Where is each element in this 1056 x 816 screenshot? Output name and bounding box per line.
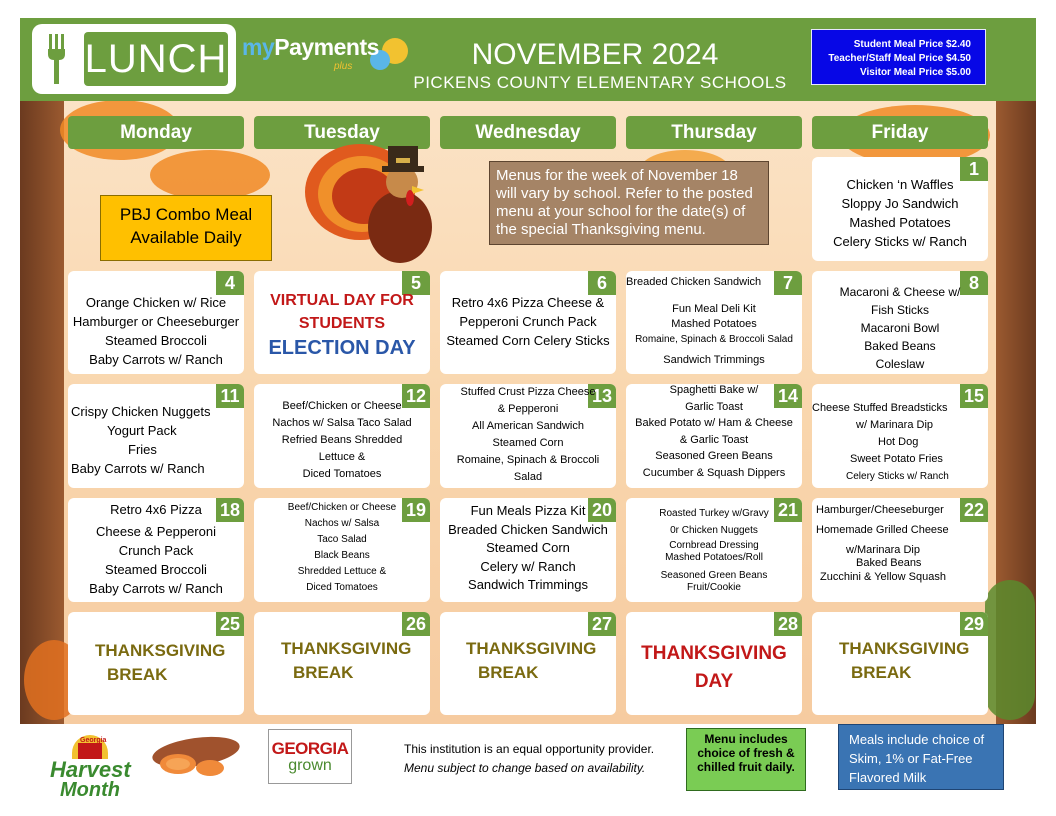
menu-item: Breaded Chicken Sandwich	[448, 521, 608, 537]
visitor-price: Visitor Meal Price $5.00	[860, 67, 971, 78]
menu-item: Zucchini & Yellow Squash	[820, 571, 946, 583]
menu-item: Baked Potato w/ Ham & Cheese	[635, 417, 793, 429]
menu-item: Celery Sticks w/ Ranch	[846, 471, 949, 482]
day-number: 4	[216, 271, 244, 295]
day-number: 15	[960, 384, 988, 408]
menu-items	[626, 506, 802, 594]
lunch-logo-text: LUNCH	[84, 32, 228, 86]
menu-items	[440, 293, 616, 350]
mypayments-plus: plus	[334, 61, 353, 72]
footer-notice	[404, 740, 684, 778]
menu-item: Diced Tomatoes	[306, 582, 378, 593]
menu-items	[812, 637, 988, 685]
menu-item: Pepperoni Crunch Pack	[459, 314, 597, 329]
sweet-potato-icon	[148, 730, 244, 780]
menu-item: Crunch Pack	[118, 543, 194, 558]
menu-items	[626, 384, 802, 481]
menu-item: 0r Chicken Nuggets	[670, 525, 758, 536]
day-cell-8	[812, 271, 988, 374]
menu-item: Fun Meal Deli Kit	[672, 303, 756, 315]
menu-item: Mashed Potatoes	[671, 318, 757, 330]
menu-item: Orange Chicken w/ Rice	[85, 295, 227, 310]
menu-item: Black Beans	[314, 550, 370, 561]
menu-item: Shredded Lettuce &	[297, 566, 387, 577]
cactus-decoration	[985, 580, 1035, 720]
holiday-label: THANKSGIVING	[281, 639, 412, 658]
menu-item: Fun Meals Pizza Kit	[470, 503, 586, 518]
holiday-label: BREAK	[107, 665, 168, 684]
day-cell-21	[626, 498, 802, 602]
menu-item: Nachos w/ Salsa Taco Salad	[272, 417, 412, 429]
menu-item: Baby Carrots w/ Ranch	[89, 581, 223, 596]
menu-item: Hot Dog	[878, 436, 919, 448]
menu-item: Baked Beans	[864, 339, 936, 353]
menu-items	[254, 398, 430, 483]
menu-item: Fries	[128, 442, 157, 457]
tree-trunk-left	[20, 101, 64, 724]
menu-item: Baked Beans	[856, 557, 922, 569]
day-cell-27	[440, 612, 616, 715]
menu-item: Diced Tomatoes	[302, 468, 382, 480]
fruit-info-box: Menu includes choice of fresh & chilled fruit daily.	[686, 728, 806, 791]
menu-items	[812, 502, 988, 585]
day-cell-26	[254, 612, 430, 715]
menu-item: Macaroni & Cheese w/	[839, 285, 961, 299]
day-number: 6	[588, 271, 616, 295]
menu-item: Steamed Broccoli	[105, 562, 207, 577]
menu-item: Breaded Chicken Sandwich	[626, 276, 762, 288]
harvest-word: Harvest	[50, 757, 131, 782]
menu-item: Retro 4x6 Pizza	[110, 502, 202, 517]
menu-item: Refried Beans Shredded	[281, 434, 403, 446]
menu-item: Hamburger/Cheeseburger	[816, 504, 944, 516]
day-cell-12	[254, 384, 430, 488]
day-number: 11	[216, 384, 244, 408]
menu-item: & Pepperoni	[497, 403, 559, 415]
leaf-cluster-decoration	[150, 150, 270, 200]
day-cell-20	[440, 498, 616, 602]
menu-item: Sandwich Trimmings	[663, 354, 765, 366]
menu-item: Cucumber & Squash Dippers	[642, 466, 786, 479]
menu-item: Fish Sticks	[870, 303, 929, 317]
day-cell-22	[812, 498, 988, 602]
menu-item: Roasted Turkey w/Gravy	[659, 508, 769, 519]
menu-item: Mashed Potatoes/Roll	[665, 552, 763, 563]
equal-opportunity-text: This institution is an equal opportunity provider.	[404, 742, 655, 756]
menu-item: Celery Sticks w/ Ranch	[833, 234, 967, 249]
day-number: 1	[960, 157, 988, 181]
pbj-line: PBJ Combo Meal	[119, 205, 253, 224]
day-number: 13	[588, 384, 616, 408]
menu-items	[440, 384, 616, 486]
day-cell-1	[812, 157, 988, 261]
menu-item: Lettuce &	[318, 451, 366, 463]
georgia-grown-word1: GEORGIA	[271, 739, 349, 758]
menu-item: Sandwich Trimmings	[468, 577, 588, 592]
menu-items	[440, 502, 616, 595]
menu-item: Beef/Chicken or Cheese	[282, 400, 402, 412]
milk-info-box: Meals include choice of Skim, 1% or Fat-Free Flavored Milk	[838, 724, 1004, 790]
menu-item: Stuffed Crust Pizza Cheese	[460, 386, 596, 398]
menu-item: Fruit/Cookie	[687, 582, 741, 593]
day-cell-5	[254, 271, 430, 374]
menu-item: Coleslaw	[875, 357, 925, 371]
georgia-grown-logo	[268, 729, 352, 784]
harvest-state: Georgia	[80, 737, 107, 744]
menu-item: Cornbread Dressing	[669, 540, 759, 551]
menu-items	[812, 400, 988, 485]
day-cell-19	[254, 498, 430, 602]
day-cell-28	[626, 612, 802, 715]
meal-price-box	[811, 29, 986, 85]
day-number: 28	[774, 612, 802, 636]
holiday-label: BREAK	[293, 663, 354, 682]
day-number: 8	[960, 271, 988, 295]
day-header-friday: Friday	[812, 116, 988, 149]
day-number: 29	[960, 612, 988, 636]
menu-item: Homemade Grilled Cheese	[816, 524, 949, 536]
day-number: 18	[216, 498, 244, 522]
day-number: 26	[402, 612, 430, 636]
menu-item: Sweet Potato Fries	[850, 453, 943, 465]
menu-item: w/Marinara Dip	[846, 544, 920, 556]
day-number: 12	[402, 384, 430, 408]
day-cell-4	[68, 271, 244, 374]
mypayments-my: my	[242, 34, 275, 60]
fork-icon	[46, 34, 72, 86]
menu-item: Yogurt Pack	[107, 423, 177, 438]
menu-item: Macaroni Bowl	[860, 321, 940, 335]
holiday-label: BREAK	[478, 663, 539, 682]
day-cell-11	[68, 384, 244, 488]
menu-items	[68, 293, 244, 369]
day-number: 27	[588, 612, 616, 636]
menu-item: Seasoned Green Beans	[660, 570, 768, 581]
day-number: 21	[774, 498, 802, 522]
holiday-label: THANKSGIVING	[641, 643, 787, 664]
page-title: NOVEMBER 2024	[471, 38, 719, 71]
lunch-logo	[32, 24, 236, 94]
menu-item: Salad	[513, 471, 543, 483]
virtual-day-label: STUDENTS	[298, 315, 386, 332]
day-cell-13	[440, 384, 616, 488]
mypayments-name: Payments	[274, 34, 379, 60]
menu-item: Steamed Broccoli	[105, 333, 207, 348]
day-number: 7	[774, 271, 802, 295]
day-cell-15	[812, 384, 988, 488]
menu-item: & Garlic Toast	[679, 433, 749, 446]
day-number: 14	[774, 384, 802, 408]
day-cell-7	[626, 271, 802, 374]
holiday-label: THANKSGIVING	[839, 639, 970, 658]
menu-items	[440, 637, 616, 685]
menu-item: Cheese & Pepperoni	[96, 524, 216, 539]
menu-item: All American Sandwich	[472, 420, 584, 432]
menu-items	[68, 639, 244, 687]
day-number: 19	[402, 498, 430, 522]
turkey-icon	[300, 132, 450, 272]
staff-price: Teacher/Staff Meal Price $4.50	[828, 53, 971, 64]
menu-item: Garlic Toast	[685, 400, 743, 413]
day-cell-14	[626, 384, 802, 488]
menu-item: Romaine, Spinach & Broccoli Salad	[635, 334, 793, 345]
menu-item: Steamed Corn Celery Sticks	[446, 333, 610, 348]
menu-items	[68, 500, 244, 598]
day-number: 25	[216, 612, 244, 636]
menu-item: Celery w/ Ranch	[480, 558, 576, 574]
menu-item: Baby Carrots w/ Ranch	[71, 461, 205, 476]
student-price: Student Meal Price $2.40	[853, 39, 971, 50]
menu-item: Cheese Stuffed Breadsticks	[812, 402, 948, 414]
menu-items	[812, 283, 988, 373]
menu-items	[68, 402, 244, 478]
subject-to-change-text: Menu subject to change based on availability.	[404, 761, 646, 775]
menu-item: Sloppy Jo Sandwich	[841, 196, 959, 211]
menu-item: Crispy Chicken Nuggets	[71, 404, 211, 419]
menu-item: w/ Marinara Dip	[856, 419, 934, 431]
menu-items	[626, 640, 802, 696]
menu-item: Chicken ‘n Waffles	[846, 177, 954, 192]
virtual-day-label: VIRTUAL DAY FOR	[270, 292, 414, 309]
pbj-combo-box	[100, 195, 272, 261]
page-subtitle: PICKENS COUNTY ELEMENTARY SCHOOLS	[413, 73, 787, 92]
day-cell-18	[68, 498, 244, 602]
day-number: 5	[402, 271, 430, 295]
mypayments-plus-logo	[242, 34, 412, 80]
harvest-of-the-month-logo	[50, 731, 130, 801]
menu-item: Romaine, Spinach & Broccoli	[456, 454, 600, 466]
menu-items	[812, 175, 988, 251]
georgia-grown-word2: grown	[288, 757, 332, 774]
menu-item: Steamed Corn	[492, 437, 564, 449]
pbj-line: Available Daily	[130, 228, 242, 247]
election-day-label: ELECTION DAY	[268, 337, 416, 359]
holiday-label: BREAK	[851, 663, 912, 682]
menu-item: Spaghetti Bake w/	[669, 384, 759, 396]
menu-items	[254, 289, 430, 335]
day-header-tuesday: Tuesday	[254, 116, 430, 149]
day-cell-6	[440, 271, 616, 374]
menu-item: Mashed Potatoes	[849, 215, 951, 230]
thanksgiving-menu-note: Menus for the week of November 18 will vary by school. Refer to the posted menu at your school for the date(s) of the special Thanksgiving menu.	[489, 161, 769, 245]
menu-items	[626, 302, 802, 368]
menu-item: Nachos w/ Salsa	[304, 518, 380, 529]
day-cell-25	[68, 612, 244, 715]
menu-items	[254, 637, 430, 685]
menu-item: Taco Salad	[317, 534, 367, 545]
day-header-wednesday: Wednesday	[440, 116, 616, 149]
menu-item: Baby Carrots w/ Ranch	[89, 352, 223, 367]
harvest-month: Month	[60, 779, 120, 801]
day-number: 22	[960, 498, 988, 522]
holiday-label: THANKSGIVING	[466, 639, 597, 658]
holiday-label: THANKSGIVING	[95, 641, 226, 660]
holiday-label: DAY	[694, 671, 734, 692]
day-cell-29	[812, 612, 988, 715]
menu-item: Hamburger or Cheeseburger	[72, 314, 240, 329]
day-header-thursday: Thursday	[626, 116, 802, 149]
menu-item: Beef/Chicken or Cheese	[287, 502, 397, 513]
menu-item: Steamed Corn	[486, 540, 570, 555]
menu-item: Retro 4x6 Pizza Cheese &	[451, 295, 605, 310]
day-number: 20	[588, 498, 616, 522]
menu-items	[254, 500, 430, 596]
day-header-monday: Monday	[68, 116, 244, 149]
menu-item: Seasoned Green Beans	[655, 450, 773, 462]
